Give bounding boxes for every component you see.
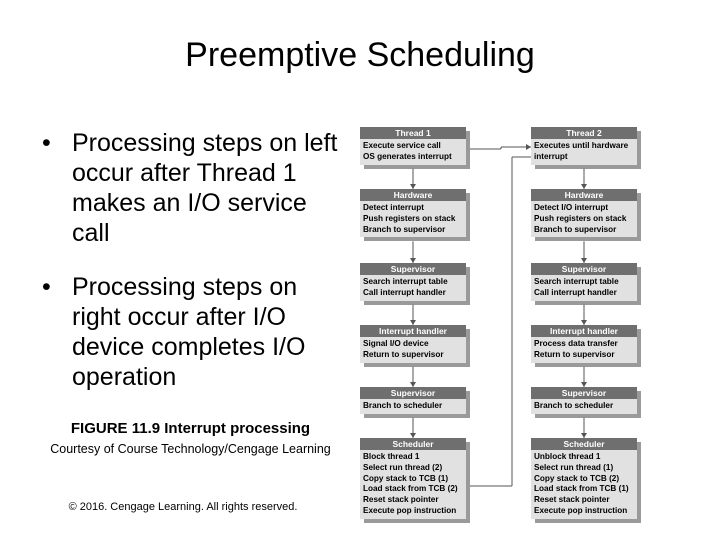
figure-title: FIGURE 11.9 Interrupt processing [70,420,311,437]
step-line: Return to supervisor [363,349,444,359]
step-line: Select run thread (2) [363,462,443,472]
right-step-box [531,325,637,363]
step-header: Supervisor [360,387,466,399]
step-header: Thread 2 [531,127,637,139]
step-line: Reset stack pointer [534,495,610,505]
interrupt-processing-diagram [355,122,655,532]
step-header: Supervisor [531,263,637,275]
left-step-box [360,325,466,363]
step-line: Block thread 1 [363,452,420,461]
step-line: Search interrupt table [534,277,619,286]
step-line: Copy stack to TCB (1) [363,473,449,483]
step-line: Execute service call [363,141,441,150]
step-line: Process data transfer [534,339,618,348]
left-step-box [360,387,466,414]
step-line: Push registers on stack [534,213,627,223]
left-step-box [360,127,466,165]
step-line: Executes until hardware [534,141,629,150]
figure-caption [48,420,333,458]
step-line: Load stack from TCB (2) [363,484,458,494]
right-step-box [531,127,637,165]
step-line: Call interrupt handler [534,287,617,297]
step-header: Interrupt handler [531,325,637,337]
copyright-text: © 2016. Cengage Learning. All rights reserved. [68,501,298,513]
bullet-list [42,128,342,416]
step-line: Detect I/O interrupt [534,203,609,212]
step-line: Reset stack pointer [363,495,439,505]
step-line: Branch to scheduler [534,401,614,410]
step-line: OS generates interrupt [363,151,452,161]
right-step-box [531,189,637,237]
courtesy-text: Courtesy of Course Technology/Cengage Learning [50,442,331,456]
step-line: Detect interrupt [363,203,424,212]
slide-title: Preemptive Scheduling [185,36,535,74]
bullet-dot: • [42,273,51,301]
step-line: Copy stack to TCB (2) [534,473,620,483]
step-line: Branch to supervisor [363,224,446,234]
step-header: Hardware [531,189,637,201]
right-step-box [531,438,637,519]
step-line: Execute pop instruction [534,505,628,515]
step-line: Return to supervisor [534,349,615,359]
step-line: Search interrupt table [363,277,448,286]
right-step-box [531,263,637,301]
step-line: Signal I/O device [363,339,429,348]
left-step-box [360,189,466,237]
bullet-item [42,272,342,392]
step-line: Push registers on stack [363,213,456,223]
step-line: Unblock thread 1 [534,452,601,461]
bullet-text: Processing steps on left occur after Thread 1 makes an I/O service call [72,129,338,247]
step-line: Branch to scheduler [363,401,443,410]
step-line: interrupt [534,151,568,161]
step-header: Scheduler [531,438,637,450]
step-header: Hardware [360,189,466,201]
step-line: Load stack from TCB (1) [534,484,629,494]
right-step-box [531,387,637,414]
step-header: Supervisor [360,263,466,275]
left-step-box [360,438,466,519]
step-line: Call interrupt handler [363,287,446,297]
step-line: Branch to supervisor [534,224,617,234]
bullet-dot: • [42,129,51,157]
step-header: Scheduler [360,438,466,450]
step-line: Execute pop instruction [363,505,457,515]
step-header: Interrupt handler [360,325,466,337]
step-line: Select run thread (1) [534,462,614,472]
left-step-box [360,263,466,301]
bullet-text: Processing steps on right occur after I/O device completes I/O operation [72,273,306,391]
bullet-item [42,128,342,248]
step-header: Thread 1 [360,127,466,139]
step-header: Supervisor [531,387,637,399]
